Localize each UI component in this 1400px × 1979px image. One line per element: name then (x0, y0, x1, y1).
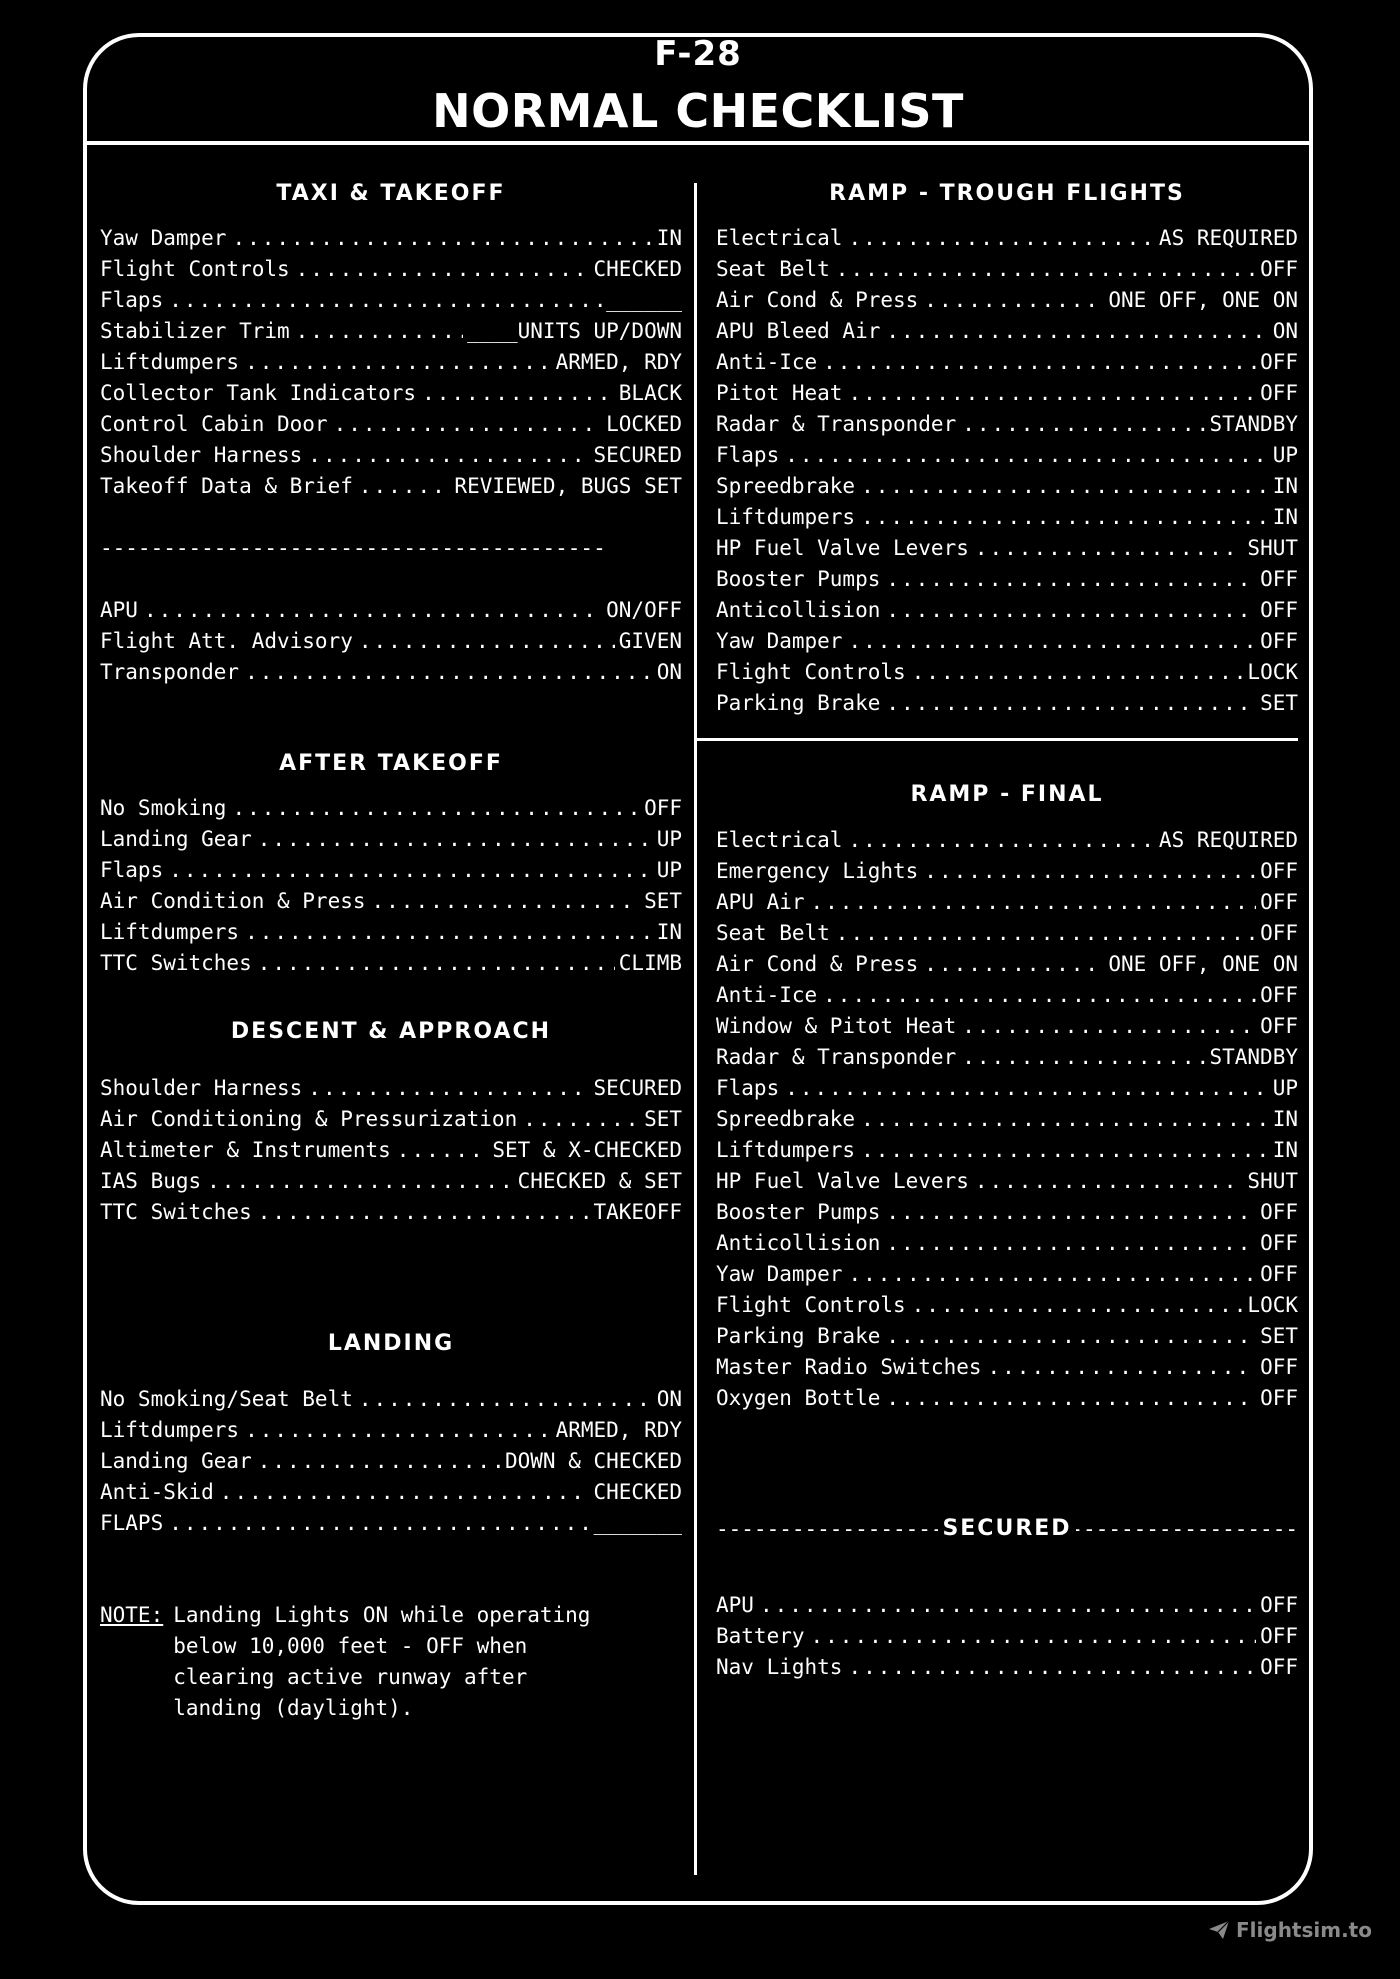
item-value: IN (656, 226, 682, 250)
item-value: LOCKED (606, 412, 682, 436)
item-label: Air Conditioning & Pressurization (100, 1107, 518, 1131)
item-leader-dots (296, 257, 590, 281)
item-leader-dots (886, 1324, 1256, 1348)
item-value: OFF (1260, 1355, 1298, 1379)
checklist-item (100, 1076, 682, 1107)
item-value: ARMED, RDY (555, 1418, 682, 1442)
section-title-secured: SECURED (942, 1516, 1072, 1541)
checklist-item (716, 890, 1298, 921)
item-leader-dots (359, 1387, 653, 1411)
note-label: NOTE: (100, 1603, 164, 1627)
item-value: GIVEN (618, 629, 682, 653)
item-value: ______ (606, 288, 682, 312)
checklist-item (100, 319, 682, 350)
item-leader-dots (886, 319, 1268, 343)
item-value: ____UNITS UP/DOWN (467, 319, 682, 343)
header-divider (85, 141, 1311, 145)
item-label: HP Fuel Valve Levers (716, 536, 969, 560)
item-label: Window & Pitot Heat (716, 1014, 957, 1038)
aircraft-type: F-28 (654, 34, 742, 74)
item-label: Anticollision (716, 598, 881, 622)
item-label: Radar & Transponder (716, 1045, 957, 1069)
item-value: STANDBY (1209, 412, 1298, 436)
checklist-item (100, 660, 682, 691)
item-value: UP (1272, 443, 1298, 467)
item-value: IN (1272, 1107, 1298, 1131)
item-label: Liftdumpers (100, 350, 240, 374)
item-value: OFF (1260, 1624, 1298, 1648)
item-leader-dots (912, 660, 1244, 684)
item-leader-dots (962, 1014, 1256, 1038)
item-label: Air Condition & Press (100, 889, 366, 913)
item-leader-dots (523, 1107, 640, 1131)
item-value: OFF (1260, 983, 1298, 1007)
checklist-item (100, 796, 682, 827)
item-value: OFF (1260, 921, 1298, 945)
item-value: ONE OFF, ONE ON (1108, 288, 1298, 312)
item-value: OFF (1260, 257, 1298, 281)
item-label: Pitot Heat (716, 381, 843, 405)
checklist-item (100, 474, 682, 505)
item-value: CHECKED & SET (517, 1169, 682, 1193)
item-label: No Smoking/Seat Belt (100, 1387, 353, 1411)
item-label: Shoulder Harness (100, 443, 303, 467)
item-value: OFF (1260, 1386, 1298, 1410)
paper-plane-icon (1208, 1920, 1230, 1940)
item-leader-dots (912, 1293, 1244, 1317)
checklist-item (100, 1418, 682, 1449)
item-label: Shoulder Harness (100, 1076, 303, 1100)
checklist-item (100, 1511, 682, 1542)
item-leader-dots (975, 536, 1244, 560)
item-value: OFF (1260, 1231, 1298, 1255)
checklist-item (716, 1138, 1298, 1169)
checklist-item (100, 629, 682, 660)
taxi-takeoff-list (100, 226, 682, 505)
item-value: OFF (1260, 1200, 1298, 1224)
secured-dash-left (716, 1517, 938, 1541)
item-leader-dots (962, 1045, 1205, 1069)
item-leader-dots (861, 505, 1269, 529)
item-leader-dots (422, 381, 615, 405)
section-title-taxi-takeoff: TAXI & TAKEOFF (276, 181, 506, 206)
item-value: DOWN & CHECKED (504, 1449, 682, 1473)
item-label: Collector Tank Indicators (100, 381, 417, 405)
item-label: Yaw Damper (716, 1262, 843, 1286)
checklist-item (716, 598, 1298, 629)
secured-dash-right (1076, 1517, 1298, 1541)
checklist-item (716, 983, 1298, 1014)
ramp-final-list (716, 828, 1298, 1417)
section-title-descent-approach: DESCENT & APPROACH (230, 1019, 552, 1044)
item-value: SET (1260, 691, 1298, 715)
checklist-item (716, 474, 1298, 505)
checklist-item (716, 1386, 1298, 1417)
item-value: OFF (1260, 350, 1298, 374)
item-label: Yaw Damper (716, 629, 843, 653)
item-label: Anti-Ice (716, 983, 818, 1007)
item-value: OFF (1260, 1655, 1298, 1679)
item-value: ON (656, 660, 682, 684)
item-label: Flight Controls (716, 660, 906, 684)
item-value: ARMED, RDY (555, 350, 682, 374)
item-value: IN (1272, 505, 1298, 529)
checklist-item (100, 1138, 682, 1169)
item-label: Spreedbrake (716, 474, 856, 498)
item-value: _______ (593, 1511, 682, 1535)
checklist-item (716, 505, 1298, 536)
item-leader-dots (924, 288, 1104, 312)
item-label: APU Air (716, 890, 805, 914)
item-label: Emergency Lights (716, 859, 919, 883)
ramp-through-list (716, 226, 1298, 722)
item-label: Liftdumpers (100, 920, 240, 944)
item-value: REVIEWED, BUGS SET (454, 474, 682, 498)
item-label: Anti-Ice (716, 350, 818, 374)
item-leader-dots (886, 567, 1256, 591)
checklist-item (716, 257, 1298, 288)
item-label: Seat Belt (716, 921, 830, 945)
item-value: IN (1272, 474, 1298, 498)
item-label: Flight Att. Advisory (100, 629, 353, 653)
item-leader-dots (886, 1231, 1256, 1255)
item-value: OFF (1260, 859, 1298, 883)
item-label: Flaps (100, 858, 164, 882)
checklist-item (100, 381, 682, 412)
item-leader-dots (823, 350, 1256, 374)
item-label: Master Radio Switches (716, 1355, 982, 1379)
checklist-title: NORMAL CHECKLIST (432, 84, 964, 138)
checklist-item (716, 1076, 1298, 1107)
checklist-item (716, 1355, 1298, 1386)
checklist-item (716, 1593, 1298, 1624)
item-leader-dots (207, 1169, 513, 1193)
checklist-item (100, 1480, 682, 1511)
checklist-item (716, 691, 1298, 722)
section-title-ramp-final: RAMP - FINAL (910, 782, 1104, 807)
landing-list (100, 1387, 682, 1542)
item-leader-dots (861, 1138, 1269, 1162)
item-leader-dots (258, 1449, 501, 1473)
item-label: Parking Brake (716, 1324, 881, 1348)
item-leader-dots (848, 629, 1256, 653)
item-label: Yaw Damper (100, 226, 227, 250)
item-value: ON (656, 1387, 682, 1411)
item-label: Transponder (100, 660, 240, 684)
item-label: Anti-Skid (100, 1480, 214, 1504)
item-label: Flaps (716, 1076, 780, 1100)
item-leader-dots (245, 920, 653, 944)
item-leader-dots (372, 889, 641, 913)
item-value: UP (1272, 1076, 1298, 1100)
item-leader-dots (359, 629, 615, 653)
item-label: Flaps (100, 288, 164, 312)
descent-approach-list (100, 1076, 682, 1231)
item-leader-dots (848, 381, 1256, 405)
section-title-ramp-through: RAMP - TROUGH FLIGHTS (829, 181, 1185, 206)
item-label: Landing Gear (100, 827, 252, 851)
item-label: Booster Pumps (716, 567, 881, 591)
item-leader-dots (886, 1200, 1256, 1224)
item-value: OFF (1260, 629, 1298, 653)
checklist-item (716, 567, 1298, 598)
checklist-item (716, 1045, 1298, 1076)
item-value: SET (1260, 1324, 1298, 1348)
checklist-item (716, 1200, 1298, 1231)
checklist-item (716, 1624, 1298, 1655)
item-value: OFF (1260, 1593, 1298, 1617)
checklist-item (100, 951, 682, 982)
item-leader-dots (811, 890, 1257, 914)
secured-list (716, 1593, 1298, 1686)
item-label: Spreedbrake (716, 1107, 856, 1131)
item-value: CLIMB (618, 951, 682, 975)
item-value: SET (644, 889, 682, 913)
item-leader-dots (144, 598, 602, 622)
item-value: OFF (1260, 890, 1298, 914)
checklist-item (716, 859, 1298, 890)
item-value: STANDBY (1209, 1045, 1298, 1069)
checklist-item (100, 889, 682, 920)
checklist-item (716, 828, 1298, 859)
item-label: APU Bleed Air (716, 319, 881, 343)
item-value: IN (1272, 1138, 1298, 1162)
item-leader-dots (861, 1107, 1269, 1131)
note-text: Landing Lights ON while operating below 10,000 feet - OFF when clearing active runway after landing (daylight). (173, 1603, 591, 1720)
checklist-item (716, 1014, 1298, 1045)
item-label: Liftdumpers (100, 1418, 240, 1442)
item-leader-dots (760, 1593, 1256, 1617)
item-label: Electrical (716, 828, 843, 852)
checklist-item (100, 412, 682, 443)
checklist-item (100, 443, 682, 474)
item-value: AS REQUIRED (1158, 828, 1298, 852)
item-value: CHECKED (593, 1480, 682, 1504)
item-value: IN (656, 920, 682, 944)
item-label: TTC Switches (100, 951, 252, 975)
item-label: FLAPS (100, 1511, 164, 1535)
watermark (1208, 1918, 1372, 1942)
item-value: SECURED (593, 443, 682, 467)
item-leader-dots (924, 952, 1104, 976)
checklist-item (716, 1655, 1298, 1686)
item-leader-dots (848, 226, 1154, 250)
item-value: AS REQUIRED (1158, 226, 1298, 250)
item-label: Oxygen Bottle (716, 1386, 881, 1410)
item-leader-dots (220, 1480, 590, 1504)
checklist-item (100, 827, 682, 858)
checklist-item (716, 226, 1298, 257)
item-value: ONE OFF, ONE ON (1108, 952, 1298, 976)
item-leader-dots (169, 858, 652, 882)
item-leader-dots (169, 1511, 589, 1535)
item-leader-dots (245, 350, 551, 374)
item-leader-dots (962, 412, 1205, 436)
item-leader-dots (975, 1169, 1244, 1193)
after-takeoff-list (100, 796, 682, 982)
item-value: OFF (1260, 381, 1298, 405)
item-label: No Smoking (100, 796, 227, 820)
checklist-item (716, 412, 1298, 443)
item-value: LOCK (1247, 1293, 1298, 1317)
item-value: SECURED (593, 1076, 682, 1100)
item-leader-dots (245, 1418, 551, 1442)
item-value: SHUT (1247, 536, 1298, 560)
item-value: LOCK (1247, 660, 1298, 684)
item-label: Air Cond & Press (716, 288, 919, 312)
item-label: Takeoff Data & Brief (100, 474, 353, 498)
secured-header (716, 1516, 1298, 1541)
landing-note (100, 1600, 682, 1724)
checklist-item (100, 1200, 682, 1231)
item-leader-dots (848, 828, 1154, 852)
checklist-item (100, 257, 682, 288)
item-label: Landing Gear (100, 1449, 252, 1473)
item-leader-dots (836, 921, 1256, 945)
ramp-section-divider (697, 738, 1298, 741)
item-leader-dots (886, 1386, 1256, 1410)
checklist-item (716, 921, 1298, 952)
item-value: OFF (1260, 1262, 1298, 1286)
item-label: Electrical (716, 226, 843, 250)
item-label: Liftdumpers (716, 1138, 856, 1162)
item-leader-dots (308, 443, 589, 467)
checklist-item (716, 952, 1298, 983)
checklist-item (716, 350, 1298, 381)
checklist-item (100, 920, 682, 951)
item-label: Anticollision (716, 1231, 881, 1255)
item-label: Stabilizer Trim (100, 319, 290, 343)
item-label: Control Cabin Door (100, 412, 328, 436)
item-leader-dots (258, 951, 615, 975)
taxi-takeoff-separator: ---------------------------------------- (100, 536, 606, 560)
checklist-item (716, 1107, 1298, 1138)
checklist-item (716, 381, 1298, 412)
item-label: APU (100, 598, 138, 622)
checklist-item (716, 1293, 1298, 1324)
checklist-item (716, 536, 1298, 567)
item-value: CHECKED (593, 257, 682, 281)
item-leader-dots (359, 474, 451, 498)
item-leader-dots (397, 1138, 489, 1162)
item-label: Flight Controls (716, 1293, 906, 1317)
item-label: Battery (716, 1624, 805, 1648)
item-leader-dots (811, 1624, 1257, 1648)
item-value: UP (656, 858, 682, 882)
item-value: SHUT (1247, 1169, 1298, 1193)
item-value: UP (656, 827, 682, 851)
item-leader-dots (848, 1655, 1256, 1679)
watermark-text: Flightsim.to (1236, 1918, 1372, 1942)
item-label: Flaps (716, 443, 780, 467)
item-leader-dots (169, 288, 602, 312)
item-leader-dots (232, 796, 640, 820)
item-leader-dots (988, 1355, 1257, 1379)
item-leader-dots (886, 691, 1256, 715)
item-label: Parking Brake (716, 691, 881, 715)
checklist-item (100, 226, 682, 257)
section-title-after-takeoff: AFTER TAKEOFF (279, 751, 503, 776)
checklist-item (100, 1169, 682, 1200)
item-leader-dots (886, 598, 1256, 622)
checklist-item (100, 288, 682, 319)
item-label: Flight Controls (100, 257, 290, 281)
item-leader-dots (258, 1200, 590, 1224)
item-label: APU (716, 1593, 754, 1617)
item-leader-dots (296, 319, 463, 343)
checklist-item (716, 288, 1298, 319)
column-divider (694, 183, 697, 1875)
section-title-landing: LANDING (327, 1331, 455, 1356)
item-value: TAKEOFF (593, 1200, 682, 1224)
item-value: SET (644, 1107, 682, 1131)
item-value: ON/OFF (606, 598, 682, 622)
checklist-item (100, 858, 682, 889)
checklist-item (100, 1107, 682, 1138)
item-value: BLACK (618, 381, 682, 405)
item-leader-dots (836, 257, 1256, 281)
item-label: Liftdumpers (716, 505, 856, 529)
item-label: HP Fuel Valve Levers (716, 1169, 969, 1193)
item-leader-dots (924, 859, 1256, 883)
checklist-item (716, 629, 1298, 660)
item-leader-dots (245, 660, 653, 684)
item-value: OFF (1260, 567, 1298, 591)
checklist-item (100, 1449, 682, 1480)
item-leader-dots (861, 474, 1269, 498)
item-label: Nav Lights (716, 1655, 843, 1679)
item-label: TTC Switches (100, 1200, 252, 1224)
item-leader-dots (334, 412, 603, 436)
checklist-item (716, 443, 1298, 474)
item-value: OFF (1260, 598, 1298, 622)
item-value: ON (1272, 319, 1298, 343)
checklist-item (100, 350, 682, 381)
item-leader-dots (785, 443, 1268, 467)
item-leader-dots (232, 226, 652, 250)
checklist-item (716, 1169, 1298, 1200)
item-leader-dots (308, 1076, 589, 1100)
checklist-item (100, 598, 682, 629)
item-label: Altimeter & Instruments (100, 1138, 391, 1162)
checklist-item (716, 1262, 1298, 1293)
taxi-takeoff-list-2 (100, 598, 682, 691)
item-label: Air Cond & Press (716, 952, 919, 976)
item-label: Seat Belt (716, 257, 830, 281)
item-leader-dots (258, 827, 653, 851)
checklist-item (100, 1387, 682, 1418)
checklist-item (716, 1324, 1298, 1355)
item-label: Booster Pumps (716, 1200, 881, 1224)
item-leader-dots (848, 1262, 1256, 1286)
item-value: OFF (644, 796, 682, 820)
item-label: IAS Bugs (100, 1169, 202, 1193)
checklist-item (716, 319, 1298, 350)
item-label: Radar & Transponder (716, 412, 957, 436)
checklist-item (716, 660, 1298, 691)
item-value: SET & X-CHECKED (492, 1138, 682, 1162)
checklist-item (716, 1231, 1298, 1262)
item-value: OFF (1260, 1014, 1298, 1038)
item-leader-dots (785, 1076, 1268, 1100)
item-leader-dots (823, 983, 1256, 1007)
